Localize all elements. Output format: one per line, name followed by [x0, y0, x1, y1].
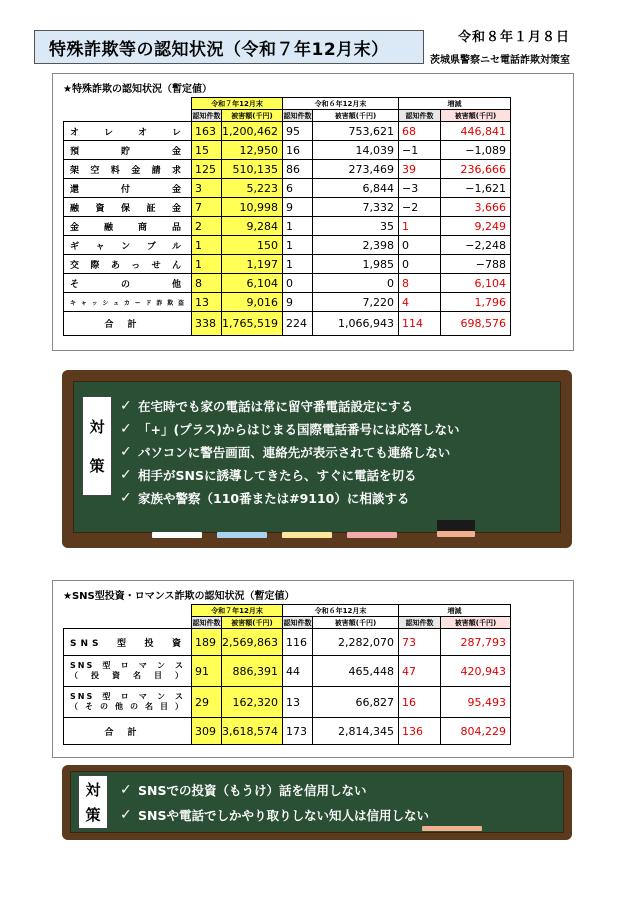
- count-2025: 8: [192, 274, 222, 293]
- total-amount-diff: 804,229: [440, 718, 510, 745]
- count-diff: −2: [398, 198, 440, 217]
- page-title: 特殊詐欺等の認知状況（令和７年12月末）: [49, 39, 389, 60]
- taisaku-label-1: [82, 396, 112, 496]
- count-diff: 68: [398, 122, 440, 141]
- amount-2025: 1,197: [222, 255, 283, 274]
- check-icon: ✓: [120, 397, 132, 414]
- count-diff: 47: [398, 656, 440, 687]
- chalk-white: [152, 532, 202, 538]
- table-row: [64, 141, 511, 160]
- count-2024: 86: [282, 160, 312, 179]
- tip-text: 家族や警察（110番または#9110）に相談する: [138, 490, 410, 506]
- amount-2024: 7,220: [312, 293, 398, 312]
- count-2025: 13: [192, 293, 222, 312]
- table-row: [64, 629, 511, 656]
- count-2024: 1: [282, 255, 312, 274]
- count-diff: 73: [398, 629, 440, 656]
- tip-item: [120, 463, 460, 486]
- eraser-icon: [437, 520, 475, 531]
- count-diff: −3: [398, 179, 440, 198]
- countermeasure-board-1: [62, 370, 572, 548]
- sns-fraud-panel: [52, 580, 574, 758]
- check-icon: ✓: [120, 806, 132, 823]
- tip-text: 「+」(プラス)からはじまる国際電話番号には応答しない: [138, 421, 460, 437]
- amount-2025: 162,320: [222, 687, 283, 718]
- amount-diff: 420,943: [440, 656, 510, 687]
- row-label: ギャンブル: [64, 236, 192, 255]
- count-2024: 1: [282, 217, 312, 236]
- table-row: [64, 198, 511, 217]
- group-header-2025: 令和７年12月末: [192, 98, 283, 110]
- count-diff: 8: [398, 274, 440, 293]
- subheader: 被害額(千円): [312, 110, 398, 122]
- amount-2025: 10,998: [222, 198, 283, 217]
- table-row: [64, 236, 511, 255]
- amount-diff: 446,841: [440, 122, 510, 141]
- row-label: 交際あっせん: [64, 255, 192, 274]
- taisaku-char-bottom: 策: [85, 806, 101, 824]
- amount-diff: 287,793: [440, 629, 510, 656]
- group-header-diff: 増減: [398, 605, 510, 617]
- count-2024: 9: [282, 293, 312, 312]
- row-label: 還付金: [64, 179, 192, 198]
- row-label: 架空料金請求: [64, 160, 192, 179]
- subheader: 認知件数: [283, 618, 312, 627]
- subheader: 認知件数: [192, 111, 221, 120]
- count-2025: 1: [192, 255, 222, 274]
- count-2025: 3: [192, 179, 222, 198]
- amount-2025: 886,391: [222, 656, 283, 687]
- taisaku-label-2: [78, 775, 108, 829]
- check-icon: ✓: [120, 489, 132, 506]
- amount-2024: 35: [312, 217, 398, 236]
- amount-2025: 5,223: [222, 179, 283, 198]
- total-count-2025: 338: [192, 312, 222, 336]
- subheader: 被害額(千円): [312, 617, 398, 629]
- count-diff: 0: [398, 255, 440, 274]
- count-2024: 9: [282, 198, 312, 217]
- sns-fraud-table: [63, 604, 511, 745]
- subheader: 被害額(千円): [440, 110, 510, 122]
- amount-2025: 2,569,863: [222, 629, 283, 656]
- taisaku-char-bottom: 策: [89, 457, 105, 475]
- amount-diff: −2,248: [440, 236, 510, 255]
- total-count-diff: 114: [398, 312, 440, 336]
- issuing-org: 茨城県警察ニセ電話詐欺対策室: [430, 55, 570, 66]
- table-row: [64, 122, 511, 141]
- count-diff: −1: [398, 141, 440, 160]
- tip-item: [120, 417, 460, 440]
- section2-title: ★SNS型投資・ロマンス詐欺の認知状況（暫定値）: [63, 591, 295, 602]
- count-diff: 16: [398, 687, 440, 718]
- row-label: 融資保証金: [64, 198, 192, 217]
- total-amount-2025: 3,618,574: [222, 718, 283, 745]
- tip-text: SNSでの投資（もうけ）話を信用しない: [138, 782, 367, 798]
- amount-diff: −1,621: [440, 179, 510, 198]
- amount-diff: 95,493: [440, 687, 510, 718]
- amount-2024: 273,469: [312, 160, 398, 179]
- row-label-line2: （投資名目）: [70, 671, 185, 680]
- table-row: [64, 179, 511, 198]
- amount-diff: 3,666: [440, 198, 510, 217]
- page-title-box: [34, 30, 424, 64]
- count-2025: 29: [192, 687, 222, 718]
- chalk-blue: [217, 532, 267, 538]
- subheader: 被害額(千円): [440, 617, 510, 629]
- row-label: オレオレ: [64, 122, 192, 141]
- eraser-base: [422, 826, 482, 831]
- subheader: 認知件数: [398, 110, 440, 122]
- tip-item: [120, 394, 460, 417]
- table-row: [64, 160, 511, 179]
- amount-diff: 9,249: [440, 217, 510, 236]
- total-count-2024: 224: [282, 312, 312, 336]
- group-header-diff: 増減: [398, 98, 510, 110]
- tip-item: [120, 440, 460, 463]
- total-label: 合計: [64, 718, 192, 745]
- total-amount-diff: 698,576: [440, 312, 510, 336]
- count-2025: 125: [192, 160, 222, 179]
- count-2025: 163: [192, 122, 222, 141]
- subheader: 被害額(千円): [222, 617, 283, 629]
- fraud-status-table: [63, 97, 511, 336]
- tip-text: 在宅時でも家の電話は常に留守番電話設定にする: [138, 398, 414, 414]
- amount-2025: 9,016: [222, 293, 283, 312]
- subheader: 認知件数: [283, 111, 312, 120]
- count-2024: 13: [282, 687, 312, 718]
- amount-2025: 510,135: [222, 160, 283, 179]
- total-amount-2024: 2,814,345: [312, 718, 398, 745]
- check-icon: ✓: [120, 781, 132, 798]
- total-count-2024: 173: [282, 718, 312, 745]
- count-diff: 4: [398, 293, 440, 312]
- subheader: 認知件数: [192, 618, 221, 627]
- tip-text: 相手がSNSに誘導してきたら、すぐに電話を切る: [138, 467, 417, 483]
- group-header-2024: 令和６年12月末: [282, 98, 398, 110]
- total-count-2025: 309: [192, 718, 222, 745]
- tip-text: パソコンに警告画面、連絡先が表示されても連絡しない: [138, 444, 451, 460]
- count-2024: 116: [282, 629, 312, 656]
- amount-2024: 465,448: [312, 656, 398, 687]
- amount-diff: 1,796: [440, 293, 510, 312]
- amount-2024: 1,985: [312, 255, 398, 274]
- eraser-base: [437, 531, 475, 537]
- row-label: その他: [64, 274, 192, 293]
- check-icon: ✓: [120, 443, 132, 460]
- total-row: [64, 718, 511, 745]
- subheader: 被害額(千円): [222, 110, 283, 122]
- row-label-line2: （その他の名目）: [70, 702, 185, 711]
- row-label: [64, 656, 192, 687]
- row-label: [64, 687, 192, 718]
- amount-2024: 753,621: [312, 122, 398, 141]
- amount-diff: −788: [440, 255, 510, 274]
- table-row: [64, 687, 511, 718]
- count-2024: 0: [282, 274, 312, 293]
- table-row: [64, 274, 511, 293]
- taisaku-char-top: 対: [89, 418, 105, 436]
- board-1-tips: [120, 394, 460, 509]
- count-2025: 7: [192, 198, 222, 217]
- count-2025: 2: [192, 217, 222, 236]
- check-icon: ✓: [120, 420, 132, 437]
- amount-2024: 66,827: [312, 687, 398, 718]
- amount-2025: 150: [222, 236, 283, 255]
- row-label-line1: SNS型ロマンス: [70, 692, 185, 701]
- row-label: SNS型投資: [64, 629, 192, 656]
- amount-2025: 1,200,462: [222, 122, 283, 141]
- total-label: 合計: [64, 312, 192, 336]
- count-2025: 1: [192, 236, 222, 255]
- count-2024: 6: [282, 179, 312, 198]
- count-diff: 39: [398, 160, 440, 179]
- tip-text: SNSや電話でしかやり取りしない知人は信用しない: [138, 807, 429, 823]
- amount-2025: 6,104: [222, 274, 283, 293]
- table-row: [64, 656, 511, 687]
- count-2025: 189: [192, 629, 222, 656]
- table-row: [64, 293, 511, 312]
- total-amount-2025: 1,765,519: [222, 312, 283, 336]
- taisaku-char-top: 対: [85, 781, 101, 799]
- fraud-status-panel: [52, 73, 574, 351]
- amount-diff: −1,089: [440, 141, 510, 160]
- amount-2024: 7,332: [312, 198, 398, 217]
- amount-diff: 6,104: [440, 274, 510, 293]
- row-label: キャッシュカード詐欺盗: [64, 293, 192, 312]
- amount-2024: 2,398: [312, 236, 398, 255]
- count-2024: 44: [282, 656, 312, 687]
- issue-date: 令和８年１月８日: [457, 30, 570, 45]
- count-2025: 91: [192, 656, 222, 687]
- countermeasure-board-2: [62, 765, 572, 840]
- amount-2024: 0: [312, 274, 398, 293]
- table-row: [64, 255, 511, 274]
- amount-2025: 12,950: [222, 141, 283, 160]
- table-row: [64, 217, 511, 236]
- tip-item: [120, 802, 429, 827]
- total-row: [64, 312, 511, 336]
- chalk-pink: [347, 532, 397, 538]
- group-header-2025: 令和７年12月末: [192, 605, 283, 617]
- row-label: 預貯金: [64, 141, 192, 160]
- total-count-diff: 136: [398, 718, 440, 745]
- amount-diff: 236,666: [440, 160, 510, 179]
- tip-item: [120, 777, 429, 802]
- amount-2024: 14,039: [312, 141, 398, 160]
- issuer-block: [430, 26, 570, 66]
- subheader: 認知件数: [398, 617, 440, 629]
- tip-item: [120, 486, 460, 509]
- group-header-2024: 令和６年12月末: [282, 605, 398, 617]
- count-2024: 95: [282, 122, 312, 141]
- board-2-tips: [120, 777, 429, 827]
- count-2024: 1: [282, 236, 312, 255]
- total-amount-2024: 1,066,943: [312, 312, 398, 336]
- count-2025: 15: [192, 141, 222, 160]
- amount-2024: 2,282,070: [312, 629, 398, 656]
- chalk-yellow: [282, 532, 332, 538]
- row-label-line1: SNS型ロマンス: [70, 661, 185, 670]
- amount-2024: 6,844: [312, 179, 398, 198]
- row-label: 金融商品: [64, 217, 192, 236]
- count-diff: 0: [398, 236, 440, 255]
- amount-2025: 9,284: [222, 217, 283, 236]
- check-icon: ✓: [120, 466, 132, 483]
- section1-title: ★特殊詐欺の認知状況（暫定値）: [63, 84, 212, 95]
- count-diff: 1: [398, 217, 440, 236]
- count-2024: 16: [282, 141, 312, 160]
